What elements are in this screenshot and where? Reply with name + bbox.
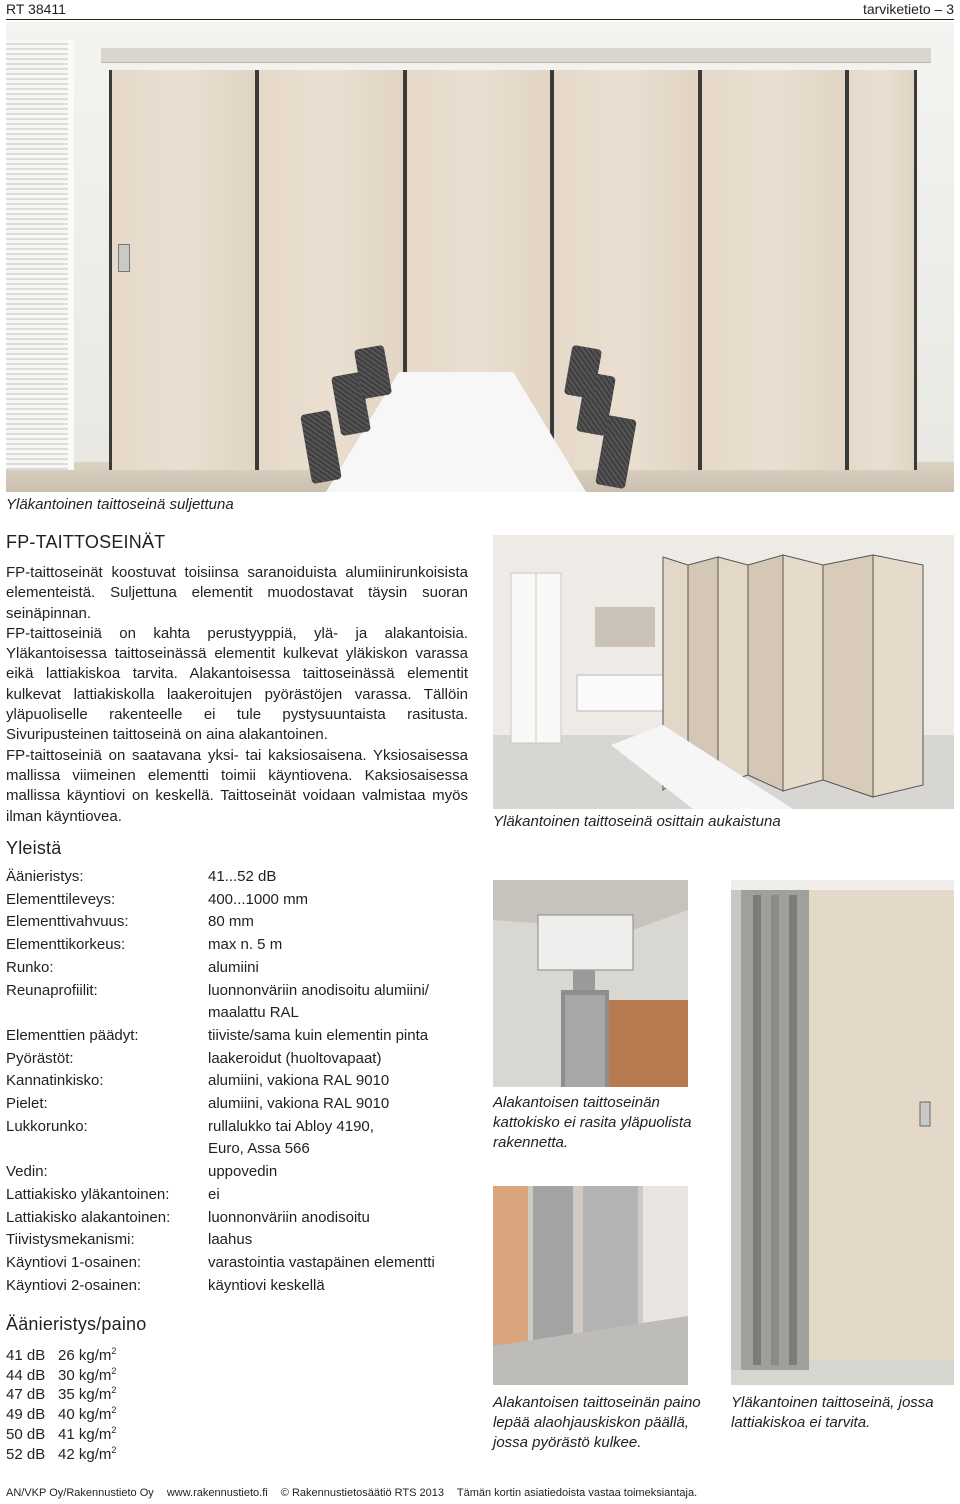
spec-row <box>6 1184 466 1207</box>
spec-value-line: rullalukko tai Abloy 4190, <box>208 1117 374 1135</box>
page-label: tarviketieto – 3 <box>862 1 954 17</box>
weight-exponent: 2 <box>111 1346 117 1356</box>
sound-weight <box>58 1405 116 1425</box>
sound-db: 44 dB <box>6 1366 46 1384</box>
spec-value: alumiini <box>208 958 259 976</box>
spec-value: uppovedin <box>208 1163 278 1181</box>
spec-label: Tiivistysmekanismi: <box>6 1231 135 1249</box>
spec-row <box>6 1207 466 1230</box>
weight-exponent: 2 <box>111 1365 117 1376</box>
spec-row <box>6 911 466 934</box>
footer-url[interactable]: www.rakennustieto.fi <box>166 1487 268 1499</box>
sound-row <box>6 1346 116 1366</box>
sound-weight <box>58 1445 116 1465</box>
section-heading-sound: Äänieristys/paino <box>6 1314 147 1334</box>
spec-value: 41...52 dB <box>208 868 277 885</box>
sound-weight <box>58 1346 116 1366</box>
spec-label: Käyntiovi 2-osainen: <box>6 1276 142 1294</box>
spec-value: ei <box>208 1185 220 1203</box>
spec-value: alumiini, vakiona RAL 9010 <box>208 1072 390 1090</box>
spec-value-line: Euro, Assa 566 <box>208 1140 310 1158</box>
sound-row <box>6 1366 116 1386</box>
sound-db: 41 dB <box>6 1347 46 1364</box>
sound-db: 47 dB <box>6 1386 46 1404</box>
spec-value-line: maalattu RAL <box>208 1004 299 1022</box>
spec-label: Kannatinkisko: <box>6 1072 104 1090</box>
spec-row <box>6 1252 466 1275</box>
spec-row <box>6 1116 466 1161</box>
sound-row <box>6 1405 116 1425</box>
sound-db: 50 dB <box>6 1425 46 1443</box>
spec-label: Pielet: <box>6 1095 48 1113</box>
door-handle <box>118 244 130 272</box>
sound-weight <box>58 1385 116 1405</box>
spec-row <box>6 1070 466 1093</box>
sound-db: 52 dB <box>6 1445 46 1463</box>
spec-row <box>6 1275 466 1298</box>
spec-label: Lattiakisko yläkantoinen: <box>6 1185 170 1203</box>
spec-value: alumiini, vakiona RAL 9010 <box>208 1095 390 1113</box>
weight-exponent: 2 <box>111 1385 117 1396</box>
spec-row <box>6 1048 466 1071</box>
spec-row <box>6 980 466 1025</box>
spec-row <box>6 934 466 957</box>
spec-value: max n. 5 m <box>208 936 283 954</box>
spec-value: varastointia vastapäinen elementti <box>208 1253 435 1271</box>
spec-row <box>6 1025 466 1048</box>
ceiling-rail-detail-photo <box>493 880 688 1087</box>
door-photo-caption: Yläkantoinen taittoseinä, jossa lattiakiskoa ei tarvita. <box>731 1394 934 1431</box>
weight-exponent: 2 <box>111 1424 117 1435</box>
weight-value: 30 kg/m <box>58 1366 112 1384</box>
spec-label: Käyntiovi 1-osainen: <box>6 1253 142 1271</box>
sound-row <box>6 1385 116 1405</box>
sound-row <box>6 1445 116 1465</box>
header-divider <box>6 19 954 20</box>
spec-label: Äänieristys: <box>6 868 84 885</box>
spec-value: luonnonväriin anodisoitu <box>208 1208 370 1226</box>
section-heading-fp: FP-TAITTOSEINÄT <box>6 532 166 552</box>
footer-disclaimer: Tämän kortin asiatiedoista vastaa toimeksiantaja. <box>456 1487 698 1499</box>
floor-track-detail-photo <box>493 1186 688 1385</box>
spec-value: tiiviste/sama kuin elementin pinta <box>208 1026 429 1044</box>
main-photo-caption: Yläkantoinen taittoseinä suljettuna <box>6 496 234 513</box>
spec-label: Elementtivahvuus: <box>6 913 129 931</box>
spec-label: Lattiakisko alakantoinen: <box>6 1208 171 1226</box>
section-heading-general: Yleistä <box>6 838 62 858</box>
footer <box>6 1487 954 1499</box>
intro-text <box>6 563 468 827</box>
spec-row <box>6 1229 466 1252</box>
sound-db: 49 dB <box>6 1406 46 1424</box>
weight-value: 40 kg/m <box>58 1406 112 1424</box>
weight-value: 35 kg/m <box>58 1386 112 1404</box>
spec-label: Vedin: <box>6 1163 48 1181</box>
spec-label: Elementtileveys: <box>6 890 116 908</box>
sound-row <box>6 1425 116 1445</box>
intro-paragraph: FP-taittoseiniä on kahta perustyyppiä, ylä- ja alakantoisia. Yläkantoisessa taittoseinässä elementit kulkevat yläkiskon varassa eikä lattiakiskoa tarvita. Alakantoisessa taittoseinässä elementit kulkevat lattiakiskolla laakeroitujen pyörästöjen varassa. Tällöin yläpuoliselle rakenteelle ei tule pystysuuntaista rasitusta. Sivuripusteinen taittoseinä on aina alakantoinen. <box>6 624 468 744</box>
spec-value <box>208 980 466 1025</box>
spec-value: laakeroidut (huoltovapaat) <box>208 1049 382 1067</box>
spec-row <box>6 866 466 889</box>
closed-partition-photo <box>6 22 954 492</box>
spec-value: käyntiovi keskellä <box>208 1276 325 1294</box>
open-photo-caption: Yläkantoinen taittoseinä osittain aukaistuna <box>493 813 781 830</box>
rail-photo-caption: Alakantoisen taittoseinän kattokisko ei rasita yläpuolista rakennetta. <box>493 1094 692 1151</box>
weight-value: 42 kg/m <box>58 1445 112 1463</box>
spec-label: Lukkorunko: <box>6 1117 88 1135</box>
spec-value <box>208 1116 466 1161</box>
intro-paragraph: FP-taittoseiniä on saatavana yksi- tai kaksiosaisena. Yksiosaisessa mallissa viimeinen elementti toimii käyntiovena. Kaksiosaisessa mallissa käyntiovi on keskellä. Taittoseinät voidaan valmistaa myös ilman käyntiovea. <box>6 746 468 825</box>
sound-weight <box>58 1366 116 1386</box>
spec-label: Elementtikorkeus: <box>6 936 126 954</box>
partially-open-partition-photo <box>493 535 954 809</box>
sound-table <box>6 1346 116 1464</box>
weight-value: 41 kg/m <box>58 1425 112 1443</box>
weight-value: 26 kg/m <box>58 1347 112 1364</box>
footer-copyright: © Rakennustietosäätiö RTS 2013 <box>280 1487 445 1499</box>
bottom-photo-caption: Alakantoisen taittoseinän paino lepää alaohjauskiskon päällä, jossa pyörästö kulkee. <box>493 1394 701 1451</box>
document-code: RT 38411 <box>6 1 66 17</box>
spec-value: 400...1000 mm <box>208 890 309 908</box>
intro-paragraph: FP-taittoseinät koostuvat toisiinsa saranoiduista alumiinirunkoisista elementeistä. Suljettuna elementit muodostavat täysin suoran seinäpinnan. <box>6 564 468 622</box>
footer-org: AN/VKP Oy/Rakennustieto Oy <box>6 1487 154 1499</box>
spec-row <box>6 889 466 912</box>
spec-label: Pyörästöt: <box>6 1049 74 1067</box>
spec-value-line: luonnonväriin anodisoitu alumiini/ <box>208 981 429 999</box>
spec-row <box>6 957 466 980</box>
top-hung-door-photo <box>731 880 954 1385</box>
spec-value: laahus <box>208 1231 253 1249</box>
spec-value: 80 mm <box>208 913 254 931</box>
window <box>6 40 74 470</box>
weight-exponent: 2 <box>111 1405 117 1416</box>
sound-weight <box>58 1425 116 1445</box>
spec-label: Reunaprofiilit: <box>6 981 98 999</box>
weight-exponent: 2 <box>111 1444 117 1455</box>
spec-label: Elementtien päädyt: <box>6 1026 139 1044</box>
spec-table <box>6 866 466 1297</box>
ceiling-rail <box>101 48 931 63</box>
spec-row <box>6 1093 466 1116</box>
spec-label: Runko: <box>6 958 54 976</box>
spec-row <box>6 1161 466 1184</box>
